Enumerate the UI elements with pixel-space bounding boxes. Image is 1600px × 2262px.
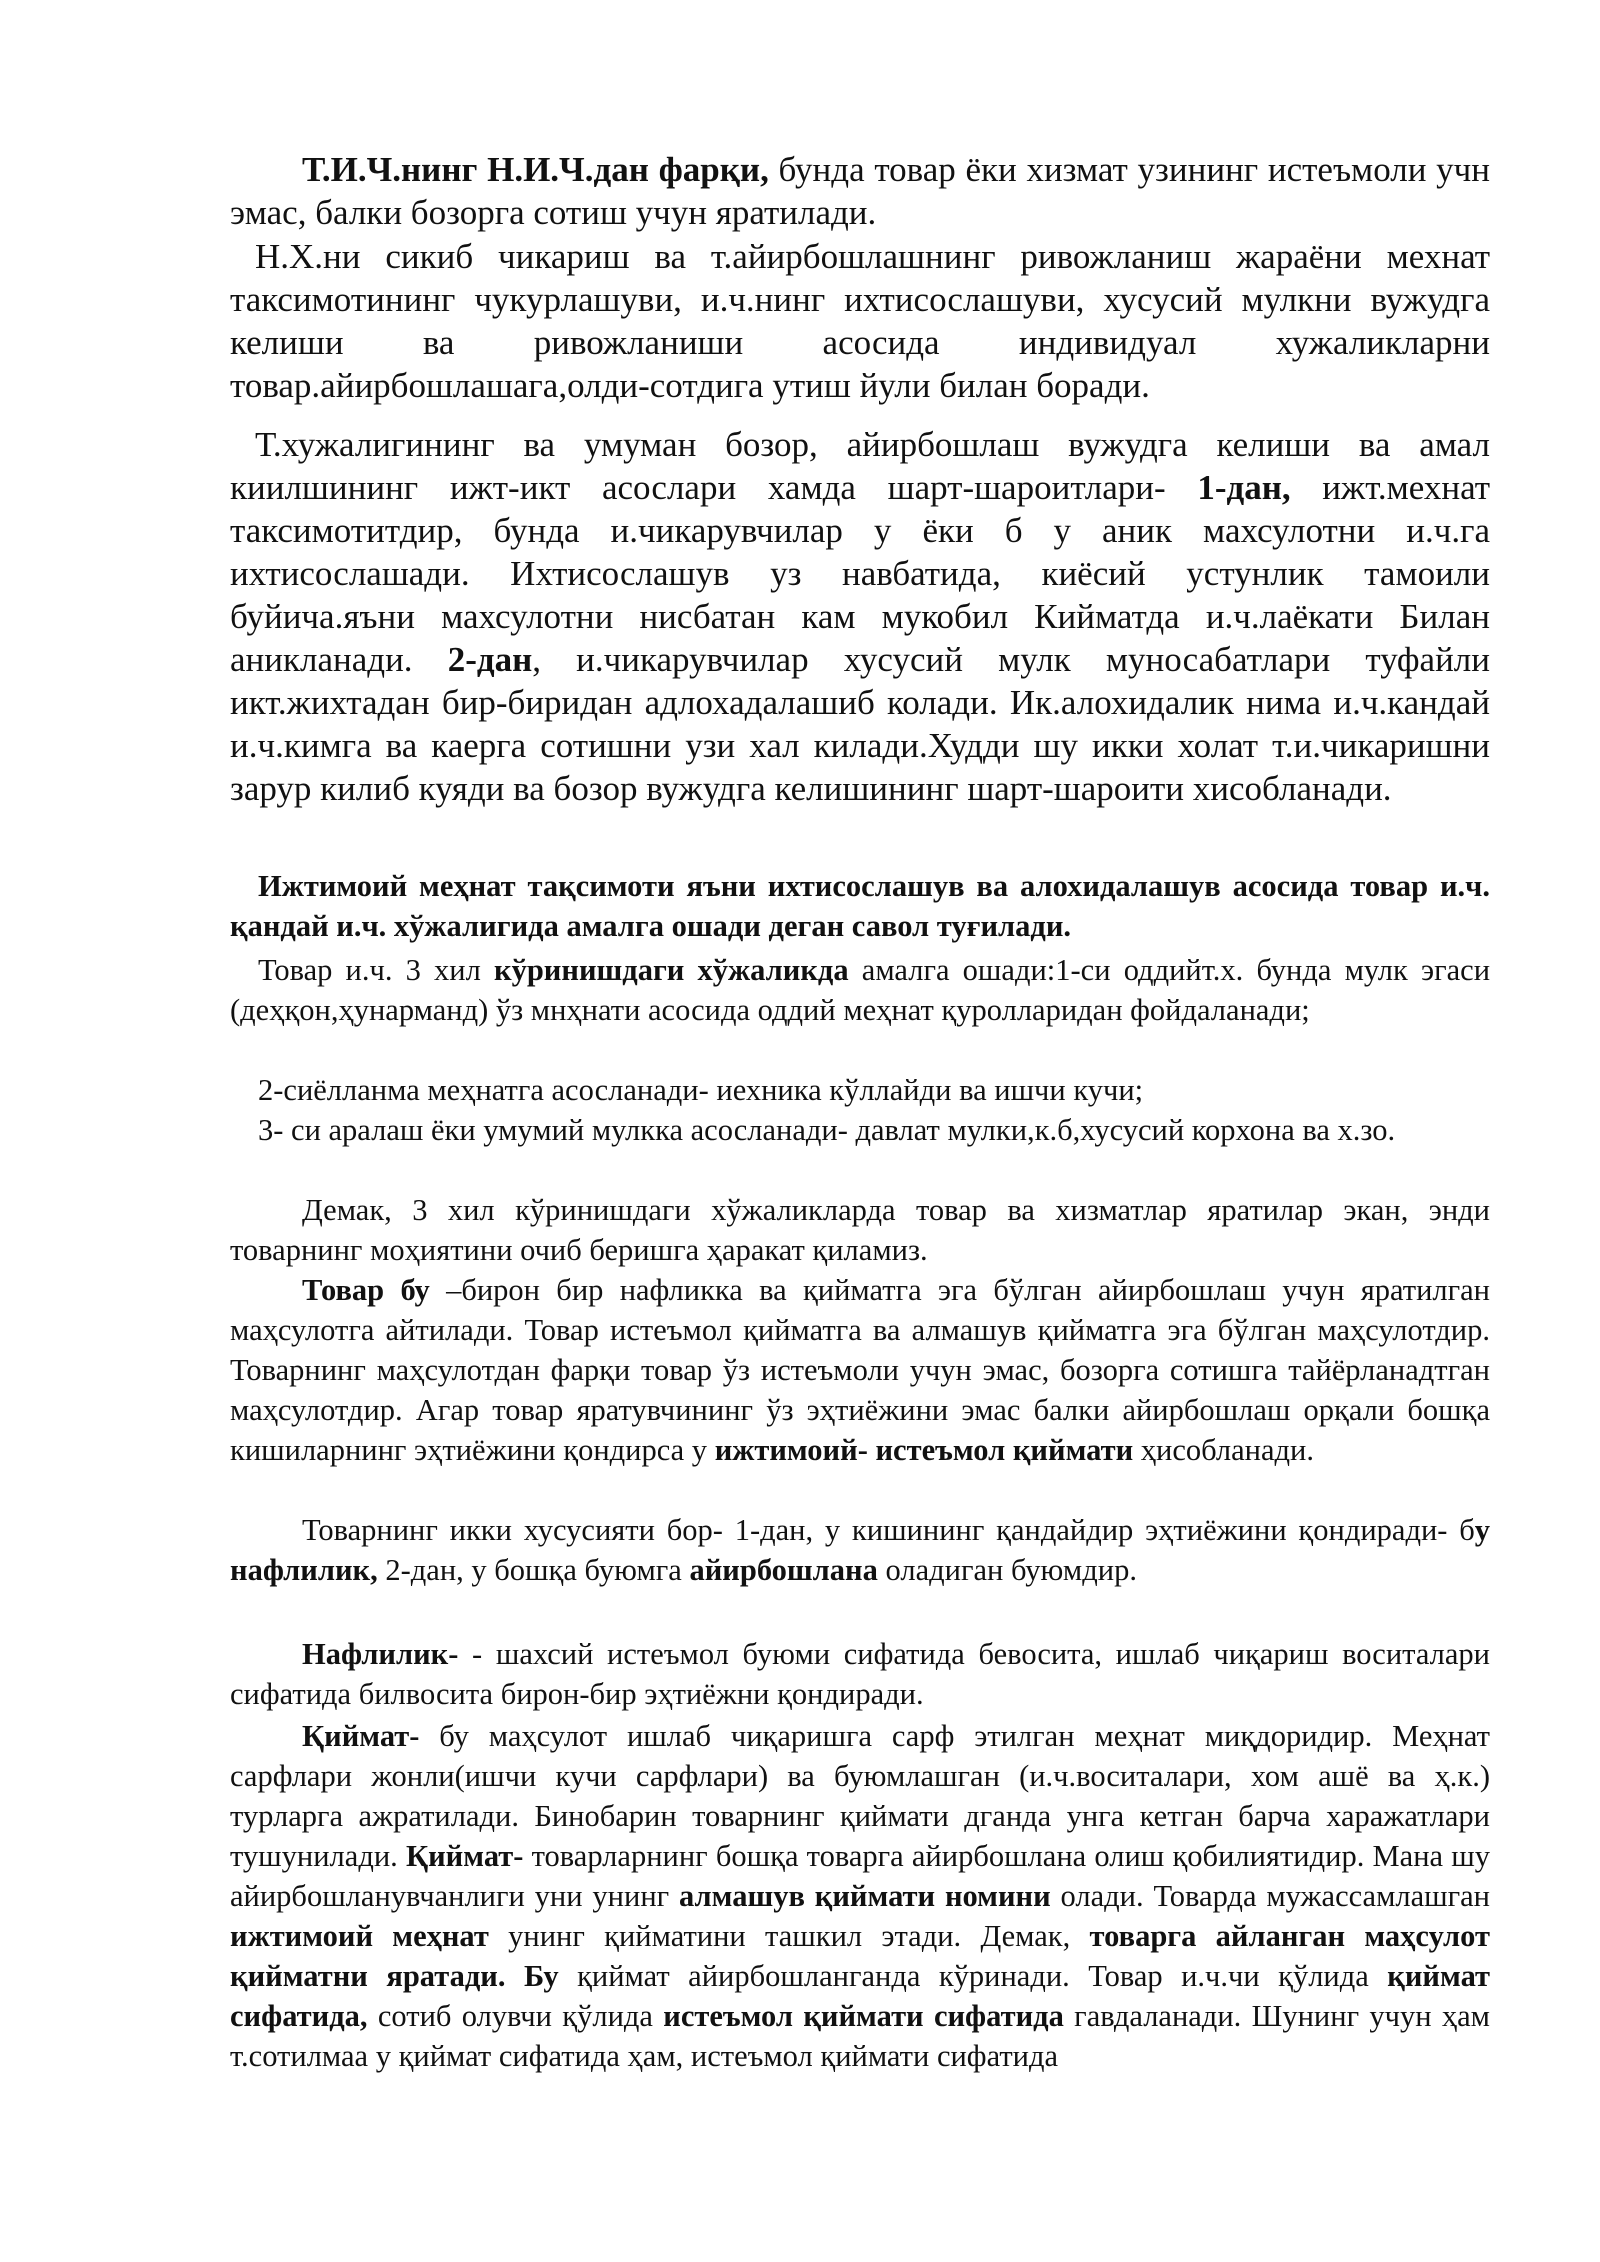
paragraph-1-heading: Т.И.Ч.нинг Н.И.Ч.дан фарқи, [302, 150, 769, 189]
paragraph-6 [230, 1070, 1490, 1110]
paragraph-7-text: 3- си аралаш ёки умумий мулкка асосланади- давлат мулки,к.б,хусусий корхона ва х.зо. [258, 1113, 1396, 1147]
paragraph-5 [230, 950, 1490, 1030]
paragraph-3-text-a: Т.хужалигининг ва умуман бозор, айирбошлаш вужудга келиши ва амал киилшининг ижт-икт асослари хамда шарт-шароитлари- [230, 425, 1490, 507]
paragraph-4-bold: Ижтимоий меҳнат тақсимоти яъни ихтисослашув ва алохидалашув асосида товар и.ч. қандай и.ч. хўжалигида амалга ошади деган савол туғилади. [230, 869, 1490, 943]
paragraph-12-text-g: гавдаланади. Шунинг учун ҳам т.сотилмаа у қиймат сифатида ҳам, истеъмол қиймати сифатида [230, 1999, 1490, 2073]
paragraph-2 [230, 235, 1490, 407]
paragraph-12-bold-5: товарга айланган маҳсулот қийматни яратади. Бу [230, 1919, 1491, 1993]
paragraph-12-bold-1: Қиймат- [302, 1719, 420, 1753]
paragraph-5-bold: кўринишдаги хўжаликда [494, 953, 849, 987]
paragraph-12 [230, 1716, 1490, 2076]
paragraph-12-bold-7: истеъмол қиймати сифатида [663, 1999, 1064, 2033]
paragraph-10-bold-2: айирбошлана [689, 1553, 878, 1587]
paragraph-9-text-b: ҳисобланади. [1133, 1433, 1314, 1467]
paragraph-9-bold-1: Товар бу [302, 1273, 430, 1307]
paragraph-5-text-b: амалга ошади:1-си оддийт.х. бунда мулк эгаси (деҳқон,ҳунарманд) ўз мнҳнати асосида оддий меҳнат қуролларидан фойдаланади; [230, 953, 1491, 1027]
paragraph-9 [230, 1270, 1490, 1470]
paragraph-1 [230, 148, 1490, 234]
paragraph-3 [230, 423, 1490, 810]
paragraph-12-bold-2: Қиймат- [405, 1839, 524, 1873]
paragraph-3-bold-1: 1-дан, [1197, 468, 1291, 507]
paragraph-3-bold-2: 2-дан [447, 640, 533, 679]
paragraph-2-text: Н.Х.ни сикиб чикариш ва т.айирбошлашнинг ривожланиш жараёни мехнат таксимотининг чукурлашуви, и.ч.нинг ихтисослашуви, хусусий мулкни вужудга келиши ва ривожланиши асосида индивидуал хужаликларни товар.айирбошлашага,олди-сотдига утиш йули билан боради. [230, 237, 1490, 405]
paragraph-10-text-c: оладиган буюмдир. [877, 1553, 1137, 1587]
paragraph-5-text-a: Товар и.ч. 3 хил [258, 953, 495, 987]
paragraph-3-text-b: ижт.мехнат таксимотитдир, бунда и.чикарувчилар у ёки б у аник махсулотни и.ч.га ихтисослашади. Ихтисослашув уз навбатида, киёсий устунлик тамоили буйича.яъни махсулотни нисбатан кам мукобил Кийматда и.ч.лаёкати Билан аникланади. [230, 468, 1491, 679]
paragraph-12-text-d: унинг қийматини ташкил этади. Демак, [488, 1919, 1090, 1953]
paragraph-10-text-b: 2-дан, у бошқа буюмга [377, 1553, 690, 1587]
paragraph-12-text-f: сотиб олувчи қўлида [367, 1999, 664, 2033]
paragraph-12-text-a: бу маҳсулот ишлаб чиқаришга сарф этилган меҳнат миқдоридир. Меҳнат сарфлари жонли(ишчи кучи сарфлари) ва буюмлашган (и.ч.воситалари, хом ашё ва ҳ.к.) турларга ажратилади. Бинобарин товарнинг қиймати дганда унга кетган барча харажатлари тушунилади. [230, 1719, 1490, 1873]
paragraph-6-text: 2-сиёлланма меҳнатга асосланади- иехника кўллайди ва ишчи кучи; [258, 1073, 1144, 1107]
paragraph-10 [230, 1510, 1490, 1590]
paragraph-12-bold-3: алмашув қиймати номини [679, 1879, 1051, 1913]
paragraph-9-text-a: –бирон бир нафликка ва қийматга эга бўлган айирбошлаш учун яратилган маҳсулотга айтилади. Товар истеъмол қийматга ва алмашув қийматга эга бўлган маҳсулотдир. Товарнинг маҳсулотдан фарқи товар ўз истеъмоли учун эмас, бозорга сотишга тайёрланадтган маҳсулотдир. Агар товар яратувчининг ўз эҳтиёжини эмас балки айирбошлаш орқали бошқа кишиларнинг эҳтиёжини қондирса у [230, 1273, 1490, 1467]
paragraph-12-text-c: олади. Товарда мужассамлашган [1050, 1879, 1490, 1913]
paragraph-9-bold-2: ижтимоий- истеъмол қиймати [714, 1433, 1134, 1467]
paragraph-8-text: Демак, 3 хил кўринишдаги хўжаликларда товар ва хизматлар яратилар экан, энди товарнинг моҳиятини очиб беришга ҳаракат қиламиз. [230, 1193, 1490, 1267]
paragraph-10-text-a: Товарнинг икки хусусияти бор- 1-дан, у кишининг қандайдир эҳтиёжини қондиради- б [302, 1513, 1475, 1547]
paragraph-12-text-e: қиймат айирбошланганда кўринади. Товар и.ч.чи қўлида [558, 1959, 1388, 1993]
paragraph-11 [230, 1634, 1490, 1714]
paragraph-11-bold: Нафлилик- [302, 1637, 459, 1671]
paragraph-8 [230, 1190, 1490, 1270]
paragraph-11-text: - шахсий истеъмол буюми сифатида бевосита, ишлаб чиқариш воситалари сифатида билвосита бирон-бир эҳтиёжни қондиради. [230, 1637, 1490, 1711]
paragraph-12-bold-6: қиймат сифатида, [230, 1959, 1491, 2033]
paragraph-1-text: бунда товар ёки хизмат узининг истеъмоли учн эмас, балки бозорга сотиш учун яратилади. [230, 150, 1490, 232]
paragraph-12-text-b: товарларнинг бошқа товарга айирбошлана олиш қобилиятидир. Мана шу айирбошланувчанлиги уни унинг [230, 1839, 1490, 1913]
paragraph-3-text-c: , и.чикарувчилар хусусий мулк муносабатлари туфайли икт.жихтадан бир-биридан адлохадалашиб колади. Ик.алохидалик нима и.ч.кандай и.ч.кимга ва каерга сотишни узи хал килади.Худди шу икки холат т.и.чикаришни зарур килиб куяди ва бозор вужудга келишининг шарт-шароити хисобланади. [230, 640, 1490, 808]
paragraph-12-bold-4: ижтимоий меҳнат [230, 1919, 489, 1953]
paragraph-4 [230, 866, 1490, 946]
paragraph-10-bold-1: у нафлилик, [230, 1513, 1490, 1587]
paragraph-7 [230, 1110, 1490, 1150]
